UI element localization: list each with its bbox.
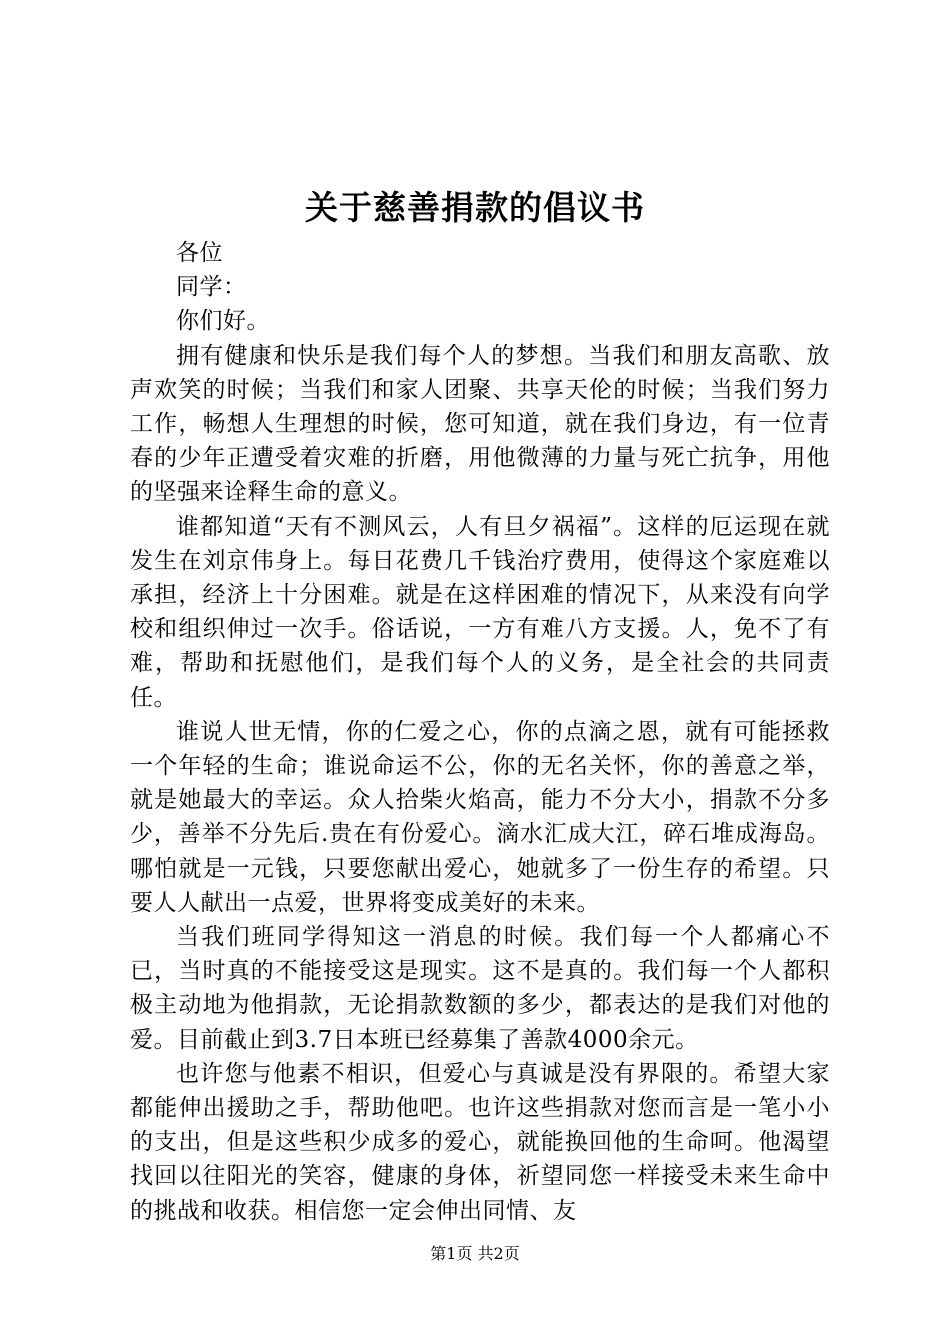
- greeting-line: 你们好。: [176, 308, 270, 335]
- body-paragraph: 拥有健康和快乐是我们每个人的梦想。当我们和朋友高歌、放声欢笑的时候；当我们和家人团聚、共享天伦的时候；当我们努力工作，畅想人生理想的时候，您可知道，就在我们身边，有一位青春的少年正遭受着灾难的折磨，用他微薄的力量与死亡抗争，用他的坚强来诠释生命的意义。: [130, 342, 830, 506]
- greeting-line: 同学：: [176, 274, 247, 301]
- body-paragraph: 谁说人世无情，你的仁爱之心，你的点滴之恩，就有可能拯救一个年轻的生命；谁说命运不公，你的无名关怀，你的善意之举，就是她最大的幸运。众人拾柴火焰高，能力不分大小，捐款不分多少，善举不分先后.贵在有份爱心。滴水汇成大江，碎石堆成海岛。哪怕就是一元钱，只要您献出爱心，她就多了一份生存的希望。只要人人献出一点爱，世界将变成美好的未来。: [130, 718, 830, 916]
- page-number-footer: 第1页 共2页: [430, 1244, 520, 1263]
- document-title: 关于慈善捐款的倡议书: [305, 188, 645, 227]
- body-paragraph: 当我们班同学得知这一消息的时候。我们每一个人都痛心不已，当时真的不能接受这是现实。这不是真的。我们每一个人都积极主动地为他捐款，无论捐款数额的多少，都表达的是我们对他的爱。目前截止到3.7日本班已经募集了善款4000余元。: [130, 924, 830, 1053]
- body-paragraph: 谁都知道“天有不测风云，人有旦夕祸福”。这样的厄运现在就发生在刘京伟身上。每日花费几千钱治疗费用，使得这个家庭难以承担，经济上十分困难。就是在这样困难的情况下，从来没有向学校和组织伸过一次手。俗话说，一方有难八方支援。人，免不了有难，帮助和抚慰他们，是我们每个人的义务，是全社会的共同责任。: [130, 513, 830, 711]
- greeting-line: 各位: [176, 240, 223, 266]
- body-paragraph: 也许您与他素不相识，但爱心与真诚是没有界限的。希望大家都能伸出援助之手，帮助他吧。也许这些捐款对您而言是一笔小小的支出，但是这些积少成多的爱心，就能换回他的生命呵。他渴望找回以往阳光的笑容，健康的身体，祈望同您一样接受未来生命中的挑战和收获。相信您一定会伸出同情、友: [130, 1060, 830, 1224]
- document-body: [130, 236, 830, 1228]
